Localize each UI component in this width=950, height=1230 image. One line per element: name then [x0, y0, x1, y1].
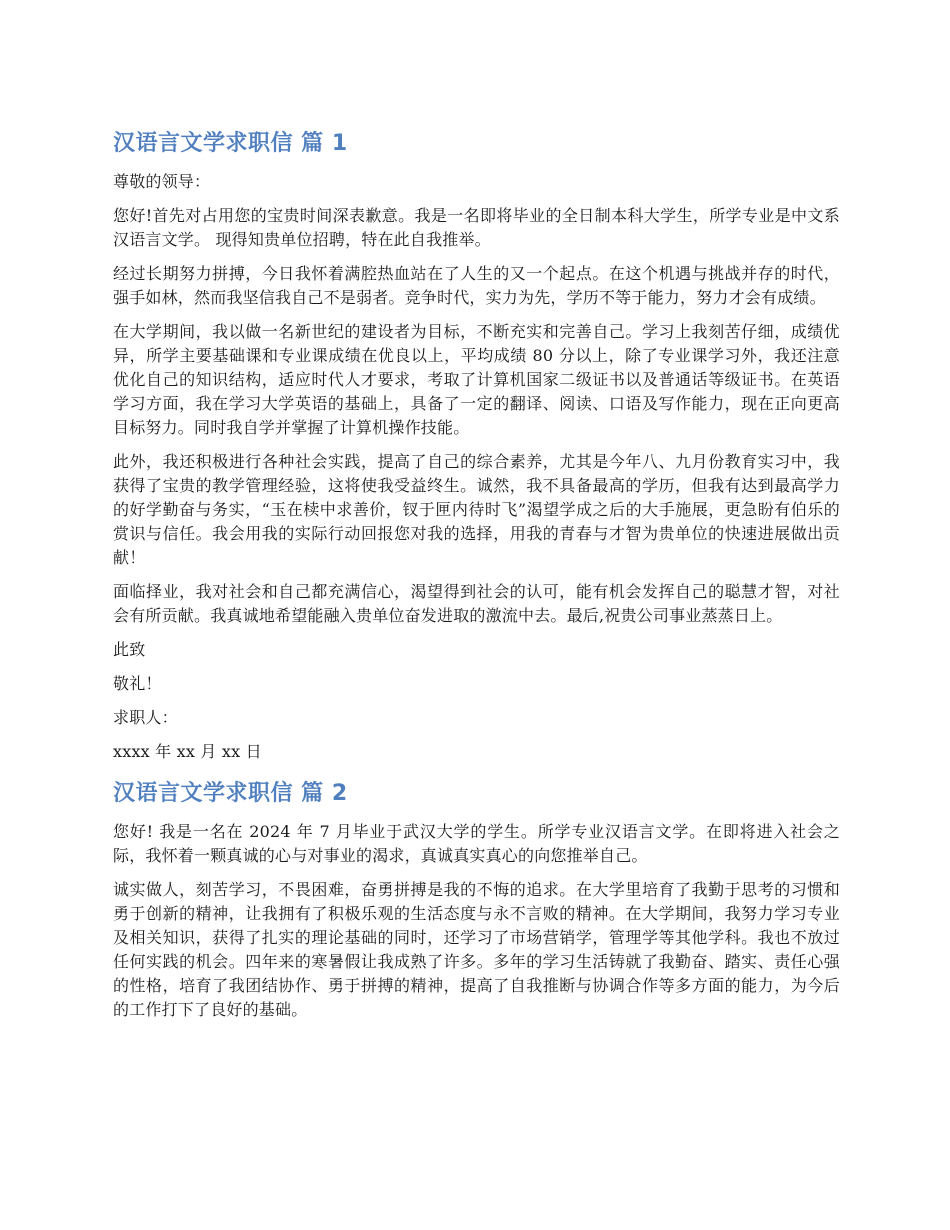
paragraph: 经过长期努力拼搏，今日我怀着满腔热血站在了人生的又一个起点。在这个机遇与挑战并存的时代，强手如林，然而我坚信我自己不是弱者。竞争时代，实力为先，学历不等于能力，努力才会有成绩。 — [113, 264, 840, 307]
section-title: 汉语言文学求职信 篇 1 — [113, 131, 348, 156]
salutation: 尊敬的领导： — [113, 172, 211, 191]
section-title: 汉语言文学求职信 篇 2 — [113, 781, 348, 806]
document-page — [113, 124, 840, 1032]
cover-letter-section-1 — [113, 124, 840, 764]
paragraph: 此外，我还积极进行各种社会实践，提高了自己的综合素养，尤其是今年八、九月份教育实习中，我获得了宝贵的教学管理经验，这将使我受益终生。诚然，我不具备最高的学历，但我有达到最高学力的好学勤奋与务实，“玉在椟中求善价，钗于匣内待时飞”渴望学成之后的大手施展，更急盼有伯乐的赏识与信任。我会用我的实际行动回报您对我的选择，用我的青春与才智为贵单位的快速进展做出贡献！ — [113, 452, 840, 567]
date-line: xxxx 年 xx 月 xx 日 — [113, 742, 262, 761]
paragraph: 在大学期间，我以做一名新世纪的建设者为目标，不断充实和完善自己。学习上我刻苦仔细，成绩优异，所学主要基础课和专业课成绩在优良以上，平均成绩 80 分以上，除了专业课学习外，我还注意优化自己的知识结构，适应时代人才要求，考取了计算机国家二级证书以及普通话等级证书。在英语学习方面，我在学习大学英语的基础上，具备了一定的翻译、阅读、口语及写作能力，现在正向更高目标努力。同时我自学并掌握了计算机操作技能。 — [113, 322, 840, 437]
signature-label: 求职人： — [113, 708, 178, 727]
closing-greeting: 敬礼！ — [113, 674, 162, 693]
closing-line: 此致 — [113, 640, 146, 659]
paragraph: 您好!首先对占用您的宝贵时间深表歉意。我是一名即将毕业的全日制本科大学生，所学专业是中文系汉语言文学。 现得知贵单位招聘，特在此自我推举。 — [113, 206, 840, 249]
paragraph: 面临择业，我对社会和自己都充满信心，渴望得到社会的认可，能有机会发挥自己的聪慧才智，对社会有所贡献。我真诚地希望能融入贵单位奋发进取的激流中去。最后,祝贵公司事业蒸蒸日上。 — [113, 582, 840, 625]
cover-letter-section-2 — [113, 774, 840, 1022]
paragraph: 诚实做人，刻苦学习，不畏困难，奋勇拼搏是我的不悔的追求。在大学里培育了我勤于思考的习惯和勇于创新的精神，让我拥有了积极乐观的生活态度与永不言败的精神。在大学期间，我努力学习专业及相关知识，获得了扎实的理论基础的同时，还学习了市场营销学，管理学等其他学科。我也不放过任何实践的机会。四年来的寒暑假让我成熟了许多。多年的学习生活铸就了我勤奋、踏实、责任心强的性格，培育了我团结协作、勇于拼搏的精神，提高了自我推断与协调合作等多方面的能力，为今后的工作打下了良好的基础。 — [113, 880, 840, 1019]
paragraph: 您好! 我是一名在 2024 年 7 月毕业于武汉大学的学生。所学专业汉语言文学。在即将进入社会之际，我怀着一颗真诚的心与对事业的渴求，真诚真实真心的向您推举自己。 — [113, 822, 840, 865]
